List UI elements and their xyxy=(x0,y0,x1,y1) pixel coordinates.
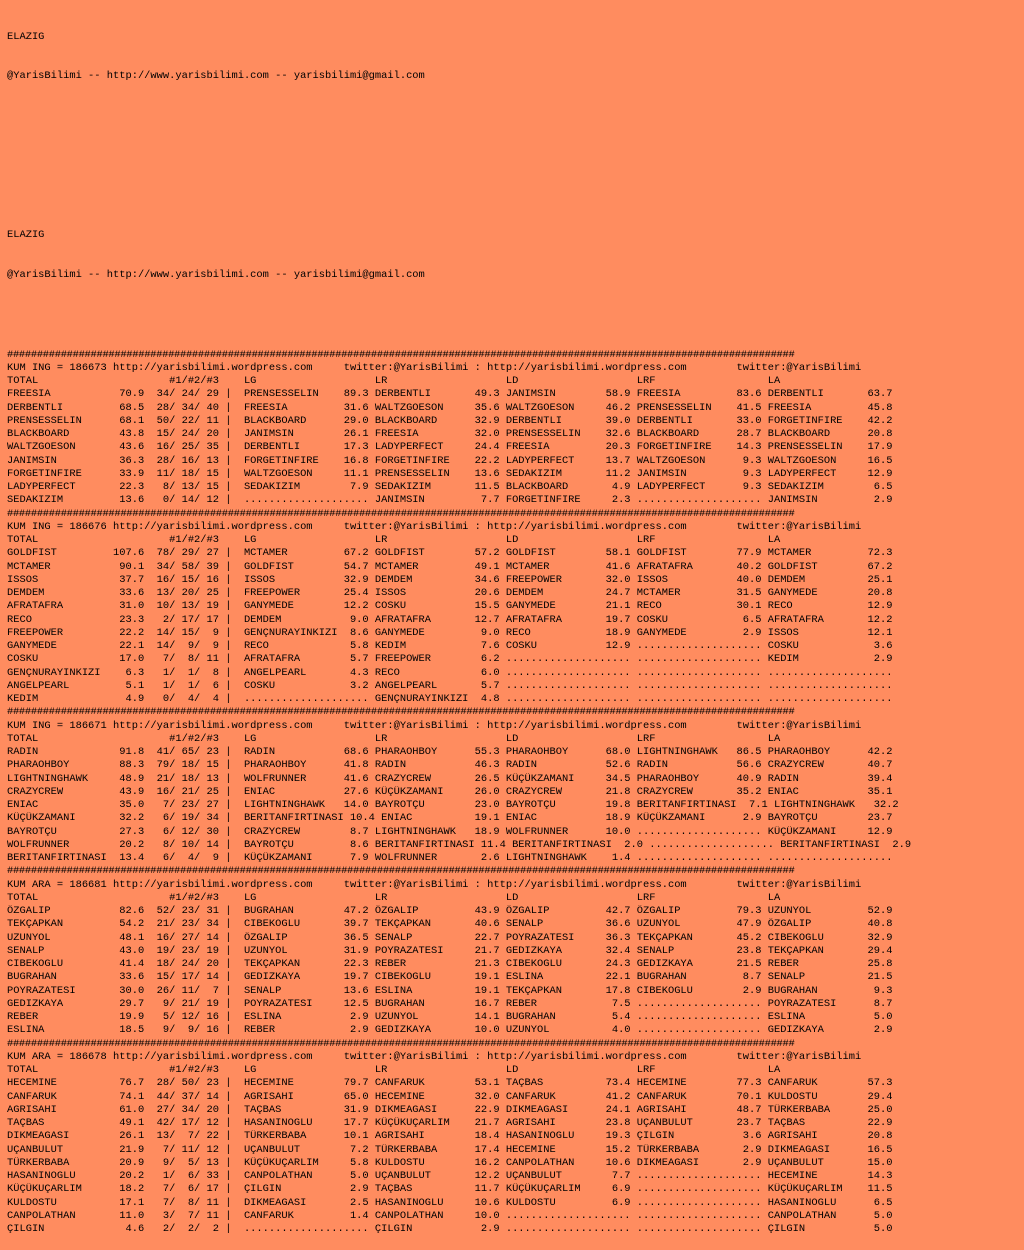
result-row: KULDOSTU 17.1 7/ 8/ 11 | DIKMEAGASI 2.5 HASANINOGLU 10.6 KULDOSTU 6.9 .................... HASANINOGLU 6.5 xyxy=(7,1196,893,1209)
contact-line: @YarisBilimi -- http://www.yarisbilimi.com -- yarisbilimi@gmail.com xyxy=(7,70,425,83)
result-row: FREESIA 70.9 34/ 24/ 29 | PRENSESSELIN 89.3 DERBENTLI 49.3 JANIMSIN 58.9 FREESIA 83.6 DERBENTLI 63.7 xyxy=(7,388,893,401)
result-row: DEMDEM 33.6 13/ 20/ 25 | FREEPOWER 25.4 ISSOS 20.6 DEMDEM 24.7 MCTAMER 31.5 GANYMEDE 20.8 xyxy=(7,587,893,599)
column-header-line: TOTAL #1/#2/#3 LG LR LD LRF LA xyxy=(7,375,781,387)
separator-line: #################################################################################################################################### xyxy=(7,348,795,361)
column-header-line: TOTAL #1/#2/#3 LG LR LD LRF LA xyxy=(7,891,781,904)
result-row: JANIMSIN 36.3 28/ 16/ 13 | FORGETINFIRE 16.8 FORGETINFIRE 22.2 LADYPERFECT 13.7 WALTZGOESON 9.3 WALTZGOESON 16.5 xyxy=(7,454,893,467)
blank-line xyxy=(7,309,1024,322)
result-row: RADIN 91.8 41/ 65/ 23 | RADIN 68.6 PHARAOHBOY 55.3 PHARAOHBOY 68.0 LIGHTNINGHAWK 86.5 PHARAOHBOY 42.2 xyxy=(7,746,893,758)
city-title: ELAZIG xyxy=(7,30,45,43)
column-header-line: TOTAL #1/#2/#3 LG LR LD LRF LA xyxy=(7,732,781,745)
result-row: SENALP 43.0 19/ 23/ 19 | UZUNYOL 31.9 POYRAZATESI 21.7 GEDIZKAYA 32.4 SENALP 23.8 TEKÇAPKAN 29.4 xyxy=(7,944,893,957)
result-row: ISSOS 37.7 16/ 15/ 16 | ISSOS 32.9 DEMDEM 34.6 FREEPOWER 32.0 ISSOS 40.0 DEMDEM 25.1 xyxy=(7,573,893,586)
race-header-line: KUM ING = 186676 http://yarisbilimi.wordpress.com twitter:@YarisBilimi : http://yarisbilimi.wordpress.com twitter:@YarisBilimi xyxy=(7,520,862,533)
result-row: WALTZGOESON 43.6 16/ 25/ 35 | DERBENTLI 17.3 LADYPERFECT 24.4 FREESIA 20.3 FORGETINFIRE 14.3 PRENSESSELIN 17.9 xyxy=(7,441,893,454)
result-row: ÇILGIN 4.6 2/ 2/ 2 | .................... ÇILGIN 2.9 .................... .................... ÇILGIN 5.0 xyxy=(7,1223,893,1235)
separator-line: #################################################################################################################################### xyxy=(7,865,795,878)
result-row: KÜÇÜKZAMANI 32.2 6/ 19/ 34 | BERITANFIRTINASI 10.4 ENIAC 19.1 ENIAC 18.9 KÜÇÜKZAMANI 2.9 BAYROTÇU 23.7 xyxy=(7,812,893,825)
result-row: ENIAC 35.0 7/ 23/ 27 | LIGHTNINGHAWK 14.0 BAYROTÇU 23.0 BAYROTÇU 19.8 BERITANFIRTINASI 7.1 LIGHTNINGHAWK 32.2 xyxy=(7,799,899,811)
race-section xyxy=(7,879,1024,1038)
result-row: CANFARUK 74.1 44/ 37/ 14 | AGRISAHI 65.0 HECEMINE 32.0 CANFARUK 41.2 CANFARUK 70.1 KULDOSTU 29.4 xyxy=(7,1090,893,1103)
race-section xyxy=(7,521,1024,707)
race-section xyxy=(7,362,1024,508)
result-row: BLACKBOARD 43.8 15/ 24/ 20 | JANIMSIN 26.1 FREESIA 32.0 PRENSESSELIN 32.6 BLACKBOARD 28.7 BLACKBOARD 20.8 xyxy=(7,428,893,440)
result-row: AGRISAHI 61.0 27/ 34/ 20 | TAÇBAS 31.9 DIKMEAGASI 22.9 DIKMEAGASI 24.1 AGRISAHI 48.7 TÜRKERBABA 25.0 xyxy=(7,1103,893,1116)
result-row: FREEPOWER 22.2 14/ 15/ 9 | GENÇNURAYINKIZI 8.6 GANYMEDE 9.0 RECO 18.9 GANYMEDE 2.9 ISSOS 12.1 xyxy=(7,626,893,639)
contact-line: @YarisBilimi -- http://www.yarisbilimi.com -- yarisbilimi@gmail.com xyxy=(7,269,425,281)
result-row: TÜRKERBABA 20.9 9/ 5/ 13 | KÜÇÜKUÇARLIM 5.8 KULDOSTU 16.2 CANPOLATHAN 10.6 DIKMEAGASI 2.9 UÇANBULUT 15.0 xyxy=(7,1156,893,1169)
result-row: CIBEKOGLU 41.4 18/ 24/ 20 | TEKÇAPKAN 22.3 REBER 21.3 CIBEKOGLU 24.3 GEDIZKAYA 21.5 REBER 25.8 xyxy=(7,958,893,970)
result-row: CRAZYCREW 43.9 16/ 21/ 25 | ENIAC 27.6 KÜÇÜKZAMANI 26.0 CRAZYCREW 21.8 CRAZYCREW 35.2 ENIAC 35.1 xyxy=(7,785,893,798)
race-sections xyxy=(7,349,1024,1237)
result-row: POYRAZATESI 30.0 26/ 11/ 7 | SENALP 13.6 ESLINA 19.1 TEKÇAPKAN 17.8 CIBEKOGLU 2.9 BUGRAHAN 9.3 xyxy=(7,984,893,997)
result-row: WOLFRUNNER 20.2 8/ 10/ 14 | BAYROTÇU 8.6 BERITANFIRTINASI 11.4 BERITANFIRTINASI 2.0 .................... BERITANFIRTINASI 2.9 xyxy=(7,838,912,851)
race-header-line: KUM ARA = 186678 http://yarisbilimi.wordpress.com twitter:@YarisBilimi : http://yarisbilimi.wordpress.com twitter:@YarisBilimi xyxy=(7,1050,862,1063)
result-row: TEKÇAPKAN 54.2 21/ 23/ 34 | CIBEKOGLU 39.7 TEKÇAPKAN 40.6 SENALP 36.6 UZUNYOL 47.9 ÖZGALIP 40.8 xyxy=(7,918,893,931)
result-row: GANYMEDE 22.1 14/ 9/ 9 | RECO 5.8 KEDIM 7.6 COSKU 12.9 .................... COSKU 3.6 xyxy=(7,640,893,652)
separator-line: #################################################################################################################################### xyxy=(7,1037,795,1050)
race-section xyxy=(7,720,1024,866)
result-row: HASANINOGLU 20.2 1/ 6/ 33 | CANPOLATHAN 5.0 UÇANBULUT 12.2 UÇANBULUT 7.7 .................... HECEMINE 14.3 xyxy=(7,1170,893,1182)
result-row: GENÇNURAYINKIZI 6.3 1/ 1/ 8 | ANGELPEARL 4.3 RECO 6.0 .................... .................... .................... xyxy=(7,666,893,679)
result-row: CANPOLATHAN 11.0 3/ 7/ 11 | CANFARUK 1.4 CANPOLATHAN 10.0 .................... .................... CANPOLATHAN 5.0 xyxy=(7,1209,893,1222)
result-row: KÜÇÜKUÇARLIM 18.2 7/ 6/ 17 | ÇILGIN 2.9 TAÇBAS 11.7 KÜÇÜKUÇARLIM 6.9 .................... KÜÇÜKUÇARLIM 11.5 xyxy=(7,1183,893,1196)
result-row: PRENSESSELIN 68.1 50/ 22/ 11 | BLACKBOARD 29.0 BLACKBOARD 32.9 DERBENTLI 39.0 DERBENTLI 33.0 FORGETINFIRE 42.2 xyxy=(7,414,893,427)
result-row: TAÇBAS 49.1 42/ 17/ 12 | HASANINOGLU 17.7 KÜÇÜKUÇARLIM 21.7 AGRISAHI 23.8 UÇANBULUT 23.7 TAÇBAS 22.9 xyxy=(7,1117,893,1129)
race-section xyxy=(7,1051,1024,1237)
result-row: DIKMEAGASI 26.1 13/ 7/ 22 | TÜRKERBABA 10.1 AGRISAHI 18.4 HASANINOGLU 19.3 ÇILGIN 3.6 AGRISAHI 20.8 xyxy=(7,1130,893,1143)
result-row: BAYROTÇU 27.3 6/ 12/ 30 | CRAZYCREW 8.7 LIGHTNINGHAWK 18.9 WOLFRUNNER 10.0 .................... KÜÇÜKZAMANI 12.9 xyxy=(7,825,893,838)
result-row: UÇANBULUT 21.9 7/ 11/ 12 | UÇANBULUT 7.2 TÜRKERBABA 17.4 HECEMINE 15.2 TÜRKERBABA 2.9 DIKMEAGASI 16.5 xyxy=(7,1143,893,1156)
result-row: UZUNYOL 48.1 16/ 27/ 14 | ÖZGALIP 36.5 SENALP 22.7 POYRAZATESI 36.3 TEKÇAPKAN 45.2 CIBEKOGLU 32.9 xyxy=(7,931,893,944)
result-row: ANGELPEARL 5.1 1/ 1/ 6 | COSKU 3.2 ANGELPEARL 5.7 .................... .................... .................... xyxy=(7,679,893,692)
separator-line: #################################################################################################################################### xyxy=(7,706,795,719)
result-row: DERBENTLI 68.5 28/ 34/ 40 | FREESIA 31.6 WALTZGOESON 35.6 WALTZGOESON 46.2 PRENSESSELIN 41.5 FREESIA 45.8 xyxy=(7,401,893,414)
result-row: LADYPERFECT 22.3 8/ 13/ 15 | SEDAKIZIM 7.9 SEDAKIZIM 11.5 BLACKBOARD 4.9 LADYPERFECT 9.3 SEDAKIZIM 6.5 xyxy=(7,481,893,493)
result-row: KEDIM 4.9 0/ 4/ 4 | .................... GENÇNURAYINKIZI 4.8 .................... .................... .................... xyxy=(7,693,893,705)
result-row: ESLINA 18.5 9/ 9/ 16 | REBER 2.9 GEDIZKAYA 10.0 UZUNYOL 4.0 .................... GEDIZKAYA 2.9 xyxy=(7,1024,893,1037)
city-title: ELAZIG xyxy=(7,229,45,242)
separator-line: #################################################################################################################################### xyxy=(7,507,795,520)
blank-line xyxy=(7,190,1024,203)
result-row: SEDAKIZIM 13.6 0/ 14/ 12 | .................... JANIMSIN 7.7 FORGETINFIRE 2.3 .................... JANIMSIN 2.9 xyxy=(7,494,893,507)
result-row: FORGETINFIRE 33.9 11/ 18/ 15 | WALTZGOESON 11.1 PRENSESSELIN 13.6 SEDAKIZIM 11.2 JANIMSIN 9.3 LADYPERFECT 12.9 xyxy=(7,467,893,480)
result-row: COSKU 17.0 7/ 8/ 11 | AFRATAFRA 5.7 FREEPOWER 6.2 .................... .................... KEDIM 2.9 xyxy=(7,653,893,666)
blank-line xyxy=(7,150,1024,163)
result-row: HECEMINE 76.7 28/ 50/ 23 | HECEMINE 79.7 CANFARUK 53.1 TAÇBAS 73.4 HECEMINE 77.3 CANFARUK 57.3 xyxy=(7,1077,893,1090)
result-row: GEDIZKAYA 29.7 9/ 21/ 19 | POYRAZATESI 12.5 BUGRAHAN 16.7 REBER 7.5 .................... POYRAZATESI 8.7 xyxy=(7,997,893,1010)
result-row: AFRATAFRA 31.0 10/ 13/ 19 | GANYMEDE 12.2 COSKU 15.5 GANYMEDE 21.1 RECO 30.1 RECO 12.9 xyxy=(7,600,893,613)
blank-line xyxy=(7,110,1024,123)
result-row: BERITANFIRTINASI 13.4 6/ 4/ 9 | KÜÇÜKZAMANI 7.9 WOLFRUNNER 2.6 LIGHTNINGHAWK 1.4 .................... .................... xyxy=(7,852,893,864)
result-row: ÖZGALIP 82.6 52/ 23/ 31 | BUGRAHAN 47.2 ÖZGALIP 43.9 ÖZGALIP 42.7 ÖZGALIP 79.3 UZUNYOL 52.9 xyxy=(7,905,893,917)
result-row: BUGRAHAN 33.6 15/ 17/ 14 | GEDIZKAYA 19.7 CIBEKOGLU 19.1 ESLINA 22.1 BUGRAHAN 8.7 SENALP 21.5 xyxy=(7,971,893,984)
column-header-line: TOTAL #1/#2/#3 LG LR LD LRF LA xyxy=(7,534,781,546)
race-header-line: KUM ARA = 186681 http://yarisbilimi.wordpress.com twitter:@YarisBilimi : http://yarisbilimi.wordpress.com twitter:@YarisBilimi xyxy=(7,878,862,891)
result-row: LIGHTNINGHAWK 48.9 21/ 18/ 13 | WOLFRUNNER 41.6 CRAZYCREW 26.5 KÜÇÜKZAMANI 34.5 PHARAOHBOY 40.9 RADIN 39.4 xyxy=(7,772,893,785)
column-header-line: TOTAL #1/#2/#3 LG LR LD LRF LA xyxy=(7,1064,781,1076)
result-row: GOLDFIST 107.6 78/ 29/ 27 | MCTAMER 67.2 GOLDFIST 57.2 GOLDFIST 58.1 GOLDFIST 77.9 MCTAMER 72.3 xyxy=(7,547,893,560)
race-header-line: KUM ING = 186671 http://yarisbilimi.wordpress.com twitter:@YarisBilimi : http://yarisbilimi.wordpress.com twitter:@YarisBilimi xyxy=(7,719,862,732)
race-header-line: KUM ING = 186673 http://yarisbilimi.wordpress.com twitter:@YarisBilimi : http://yarisbilimi.wordpress.com twitter:@YarisBilimi xyxy=(7,361,862,374)
result-row: REBER 19.9 5/ 12/ 16 | ESLINA 2.9 UZUNYOL 14.1 BUGRAHAN 5.4 .................... ESLINA 5.0 xyxy=(7,1011,893,1023)
result-row: RECO 23.3 2/ 17/ 17 | DEMDEM 9.0 AFRATAFRA 12.7 AFRATAFRA 19.7 COSKU 6.5 AFRATAFRA 12.2 xyxy=(7,613,893,626)
result-row: PHARAOHBOY 88.3 79/ 18/ 15 | PHARAOHBOY 41.8 RADIN 46.3 RADIN 52.6 RADIN 56.6 CRAZYCREW 40.7 xyxy=(7,759,893,772)
result-row: MCTAMER 90.1 34/ 58/ 39 | GOLDFIST 54.7 MCTAMER 49.1 MCTAMER 41.6 AFRATAFRA 40.2 GOLDFIST 67.2 xyxy=(7,560,893,573)
